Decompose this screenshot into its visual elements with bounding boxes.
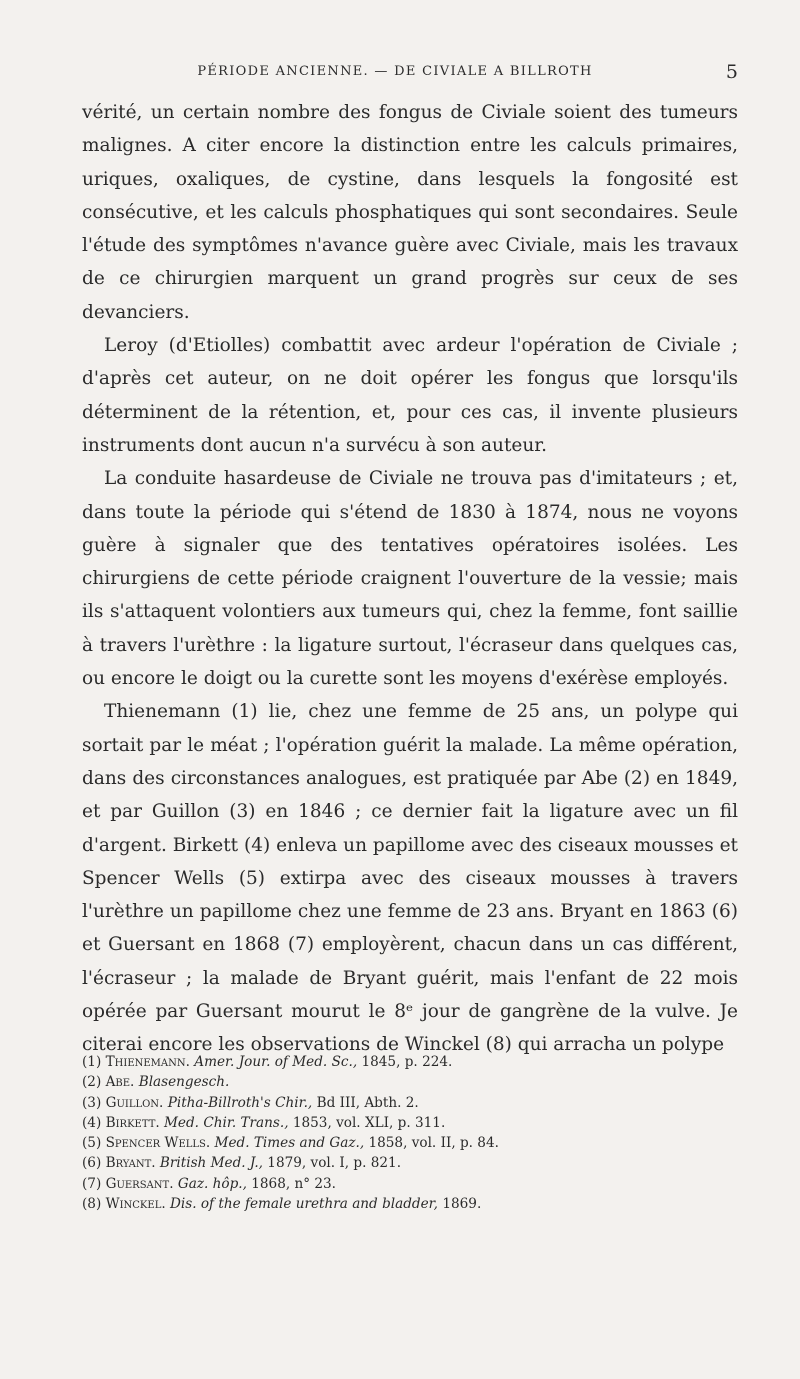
footnote: (5) Spencer Wells. Med. Times and Gaz., 1858, vol. II, p. 84. bbox=[82, 1135, 499, 1152]
paragraph: vérité, un certain nombre des fongus de Civiale soient des tumeurs malignes. A citer encore la distinction entre les calculs primaires, uriques, oxaliques, de cystine, dans lesquels la fongosité est consécutive, et les calculs phosphatiques qui sont secondaires. Seule l'étude des symptômes n'avance guère avec Civiale, mais les travaux de ce chirurgien marquent un grand progrès sur ceux de ses devanciers. bbox=[82, 102, 738, 323]
footnote: (3) Guillon. Pitha-Billroth's Chir., Bd III, Abth. 2. bbox=[82, 1094, 419, 1111]
page-number: 5 bbox=[725, 61, 738, 83]
paragraph: La conduite hasardeuse de Civiale ne trouva pas d'imitateurs ; et, dans toute la période qui s'étend de 1830 à 1874, nous ne voyons guère à signaler que des tentatives opératoires isolées. Les chirurgiens de cette période craignent l'ouverture de la vessie; mais ils s'attaquent volontiers aux tumeurs qui, chez la femme, font saillie à travers l'urèthre : la ligature surtout, l'écraseur dans quelques cas, ou encore le doigt ou la curette sont les moyens d'exérèse employés. bbox=[82, 468, 738, 690]
running-header bbox=[82, 61, 738, 88]
footnote: (8) Winckel. Dis. of the female urethra and bladder, 1869. bbox=[82, 1196, 482, 1213]
footnote: (7) Guersant. Gaz. hôp., 1868, n° 23. bbox=[82, 1175, 336, 1192]
footnotes bbox=[82, 1052, 738, 1214]
footnote: (2) Abe. Blasengesch. bbox=[82, 1074, 230, 1091]
footnote: (4) Birkett. Med. Chir. Trans., 1853, vol. XLI, p. 311. bbox=[82, 1114, 446, 1131]
footnote: (6) Bryant. British Med. J., 1879, vol. I, p. 821. bbox=[82, 1155, 402, 1172]
paragraph: Leroy (d'Etiolles) combattit avec ardeur l'opération de Civiale ; d'après cet auteur, on ne doit opérer les fongus que lorsqu'ils déterminent de la rétention, et, pour ces cas, il invente plusieurs instruments dont aucun n'a survécu à son auteur. bbox=[82, 335, 738, 456]
paragraph: Thienemann (1) lie, chez une femme de 25 ans, un polype qui sortait par le méat ; l'opération guérit la malade. La même opération, dans des circonstances analogues, est pratiquée par Abe (2) en 1849, et par Guillon (3) en 1846 ; ce dernier fait la ligature avec un fil d'argent. Birkett (4) enleva un papillome avec des ciseaux mousses et Spencer Wells (5) extirpa avec des ciseaux mousses à travers l'urèthre un papillome chez une femme de 23 ans. Bryant en 1863 (6) et Guersant en 1868 (7) employèrent, chacun dans un cas différent, l'écraseur ; la malade de Bryant guérit, mais l'enfant de 22 mois opérée par Guersant mourut le 8ᵉ jour de gangrène de la vulve. Je citerai encore les observations de Winckel (8) qui arracha un polype bbox=[82, 701, 738, 1056]
footnote: (1) Thienemann. Amer. Jour. of Med. Sc., 1845, p. 224. bbox=[82, 1054, 453, 1070]
main-text bbox=[82, 96, 738, 1062]
running-title: PÉRIODE ANCIENNE. — DE CIVIALE A BILLROTH bbox=[197, 64, 593, 79]
